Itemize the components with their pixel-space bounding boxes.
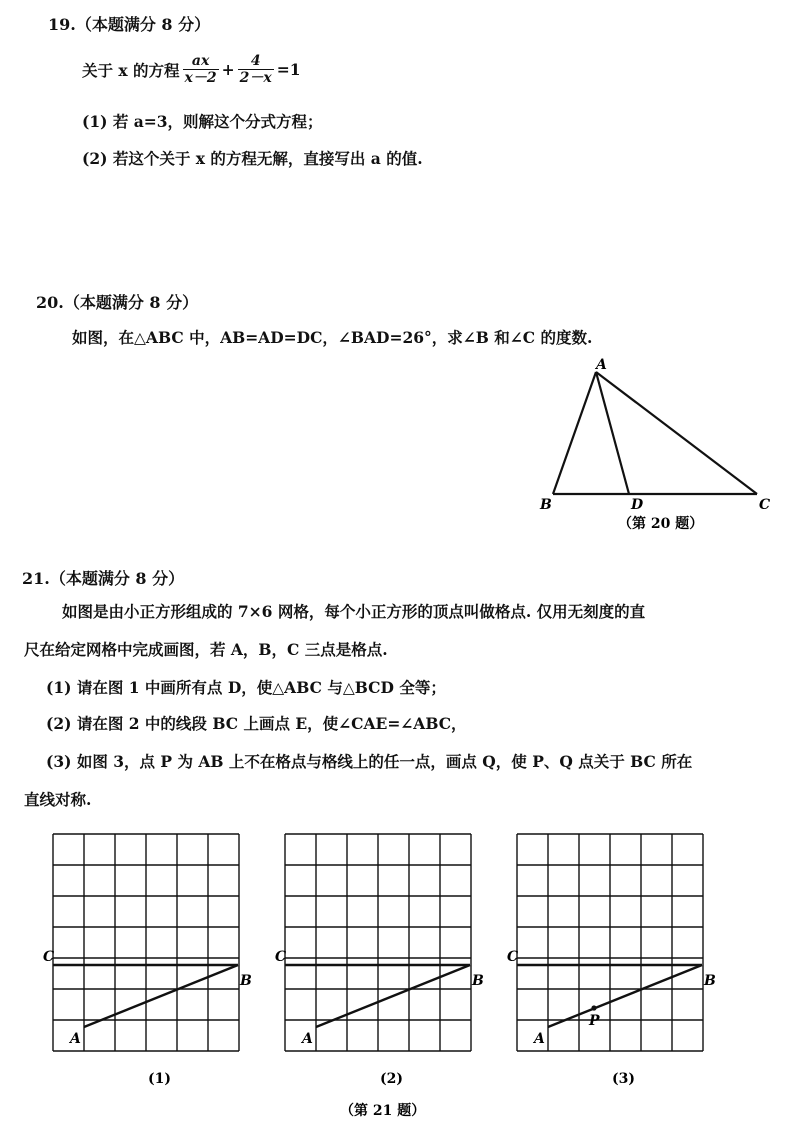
q19-frac1-numerator: ax: [183, 53, 219, 70]
q19-fraction-1: [183, 53, 219, 86]
grid-2-label-b: B: [472, 973, 484, 989]
q21-part3-line2: 直线对称.: [24, 790, 92, 809]
q19-fraction-2: [238, 53, 274, 86]
q19-equation: [82, 53, 301, 86]
q20-caption: （第 20 题）: [618, 516, 704, 532]
grid-1-lines: [53, 834, 239, 1051]
q21-part2: (2) 请在图 2 中的线段 BC 上画点 E，使∠CAE=∠ABC，: [46, 714, 467, 733]
q21-line2: 尺在给定网格中完成画图，若 A，B，C 三点是格点.: [24, 640, 388, 659]
q21-part1: (1) 请在图 1 中画所有点 D，使△ABC 与△BCD 全等；: [46, 678, 446, 697]
grid-3-segment-ab: [548, 965, 702, 1027]
q20-title: 20.（本题满分 8 分）: [36, 293, 199, 312]
q19-plus: +: [221, 60, 235, 79]
q19-part2: (2) 若这个关于 x 的方程无解，直接写出 a 的值.: [82, 149, 423, 168]
q20-triangle-figure: [530, 355, 780, 535]
q20-label-a: A: [596, 357, 607, 373]
grid-3-lines: [517, 834, 703, 1051]
q21-caption: （第 21 题）: [340, 1103, 426, 1119]
grid-2-caption: (2): [380, 1071, 403, 1087]
q20-label-c: C: [759, 497, 771, 513]
grid-1-label-b: B: [240, 973, 252, 989]
grid-2-segment-ab: [316, 965, 470, 1027]
q19-frac2-denominator: 2－x: [239, 70, 272, 86]
grid-3-label-b: B: [704, 973, 716, 989]
q19-eq-prefix: 关于 x 的方程: [82, 60, 180, 80]
q20-label-d: D: [631, 497, 644, 513]
q21-part3-line1: (3) 如图 3，点 P 为 AB 上不在格点与格线上的任一点，画点 Q，使 P、Q 点关于 BC 所在: [46, 752, 693, 771]
q19-part1: (1) 若 a=3，则解这个分式方程；: [82, 112, 323, 131]
segment-ab: [553, 372, 596, 494]
grid-3-label-p: P: [589, 1013, 600, 1029]
grid-3-label-c: C: [507, 949, 519, 965]
segment-ac: [596, 372, 757, 494]
grid-1-label-a: A: [70, 1031, 81, 1047]
grid-3-point-p: [591, 1005, 596, 1010]
q19-frac2-numerator: 4: [238, 53, 274, 70]
grid-1-label-c: C: [43, 949, 55, 965]
grid-2-label-a: A: [302, 1031, 313, 1047]
q20-label-b: B: [540, 497, 552, 513]
grid-3-label-a: A: [534, 1031, 545, 1047]
grid-2-lines: [285, 834, 471, 1051]
grid-2-label-c: C: [275, 949, 287, 965]
grid-1-segment-ab: [84, 965, 238, 1027]
q21-title: 21.（本题满分 8 分）: [22, 569, 185, 588]
segment-ad: [596, 372, 629, 494]
grid-1-caption: (1): [148, 1071, 171, 1087]
q21-line1: 如图是由小正方形组成的 7×6 网格，每个小正方形的顶点叫做格点. 仅用无刻度的直: [62, 602, 646, 621]
q19-eq-suffix: =1: [276, 60, 301, 79]
q21-grids-figure: [40, 825, 770, 1120]
q19-frac1-denominator: x－2: [184, 70, 217, 86]
grid-3-caption: (3): [612, 1071, 635, 1087]
q19-title: 19.（本题满分 8 分）: [48, 15, 211, 34]
q20-text: 如图，在△ABC 中，AB=AD=DC，∠BAD=26°，求∠B 和∠C 的度数.: [72, 328, 593, 347]
